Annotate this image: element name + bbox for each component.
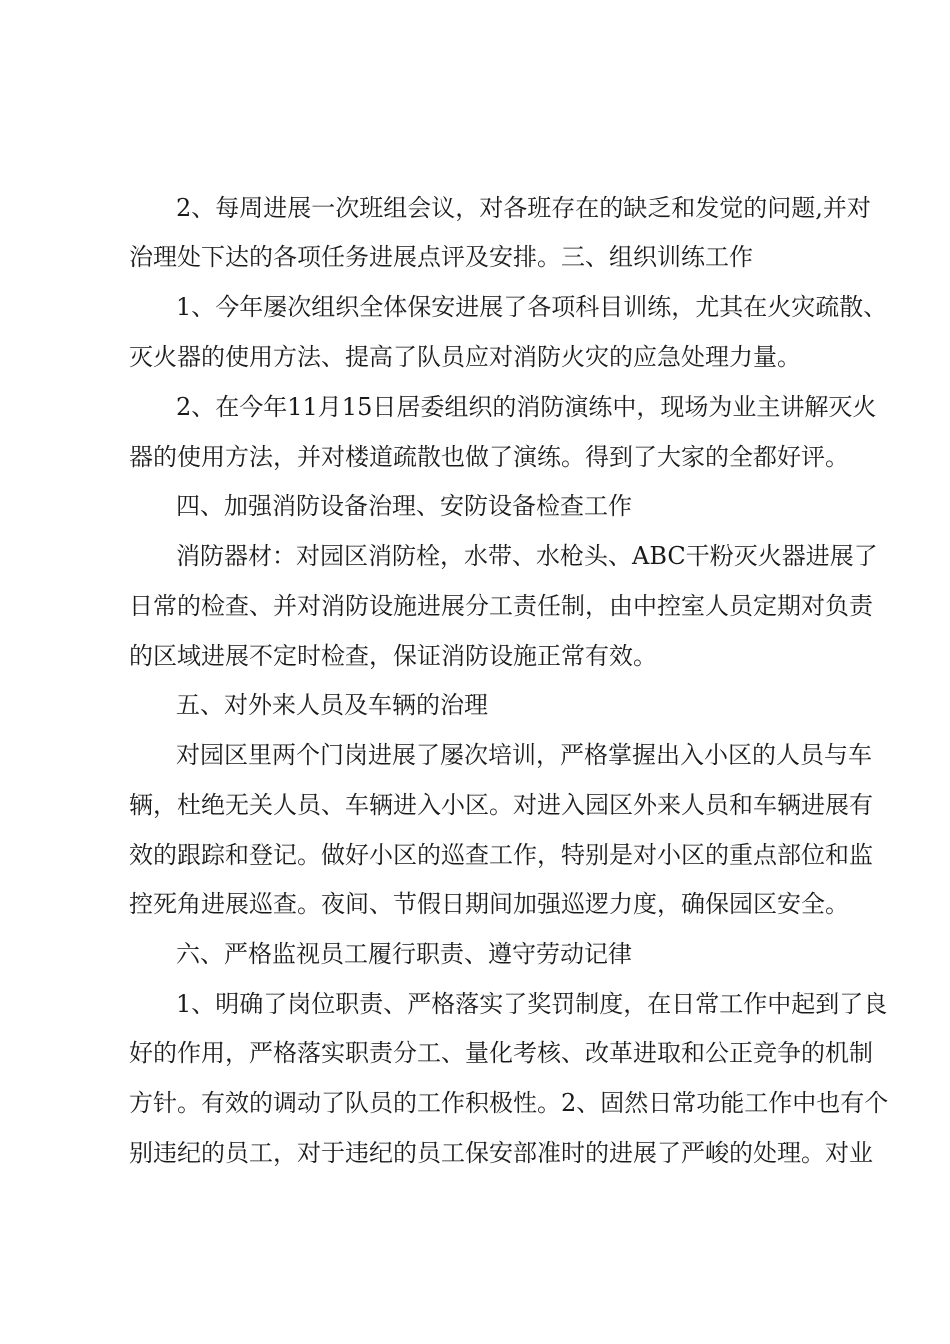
text-line: 方针。有效的调动了队员的工作积极性。2、固然日常功能工作中也有个 bbox=[129, 1089, 889, 1117]
text-line: 消防器材：对园区消防栓，水带、水枪头、ABC干粉灭火器进展了 bbox=[176, 542, 878, 570]
section-heading: 四、加强消防设备治理、安防设备检查工作 bbox=[176, 492, 632, 520]
text-line: 1、明确了岗位职责、严格落实了奖罚制度，在日常工作中起到了良 bbox=[176, 990, 888, 1018]
section-heading: 六、严格监视员工履行职责、遵守劳动记律 bbox=[176, 940, 632, 968]
text-line: 辆，杜绝无关人员、车辆进入小区。对进入园区外来人员和车辆进展有 bbox=[129, 791, 873, 819]
text-line: 1、今年屡次组织全体保安进展了各项科目训练，尤其在火灾疏散、 bbox=[176, 293, 888, 321]
text-line: 2、每周进展一次班组会议，对各班存在的缺乏和发觉的问题,并对 bbox=[176, 194, 871, 222]
text-line: 2、在今年11月15日居委组织的消防演练中，现场为业主讲解灭火 bbox=[176, 393, 877, 421]
text-line: 别违纪的员工，对于违纪的员工保安部准时的进展了严峻的处理。对业 bbox=[129, 1139, 873, 1167]
text-line: 日常的检查、并对消防设施进展分工责任制，由中控室人员定期对负责 bbox=[129, 592, 873, 620]
text-line: 好的作用，严格落实职责分工、量化考核、改革进取和公正竞争的机制 bbox=[129, 1039, 873, 1067]
text-line: 治理处下达的各项任务进展点评及安排。三、组织训练工作 bbox=[129, 243, 753, 271]
text-line: 的区域进展不定时检查，保证消防设施正常有效。 bbox=[129, 642, 657, 670]
text-line: 对园区里两个门岗进展了屡次培训，严格掌握出入小区的人员与车 bbox=[176, 741, 872, 769]
section-heading: 五、对外来人员及车辆的治理 bbox=[176, 691, 488, 719]
text-line: 灭火器的使用方法、提高了队员应对消防火灾的应急处理力量。 bbox=[129, 343, 801, 371]
text-line: 效的跟踪和登记。做好小区的巡查工作，特别是对小区的重点部位和监 bbox=[129, 841, 873, 869]
text-line: 器的使用方法，并对楼道疏散也做了演练。得到了大家的全都好评。 bbox=[129, 443, 849, 471]
text-line: 控死角进展巡查。夜间、节假日期间加强巡逻力度，确保园区安全。 bbox=[129, 890, 849, 918]
